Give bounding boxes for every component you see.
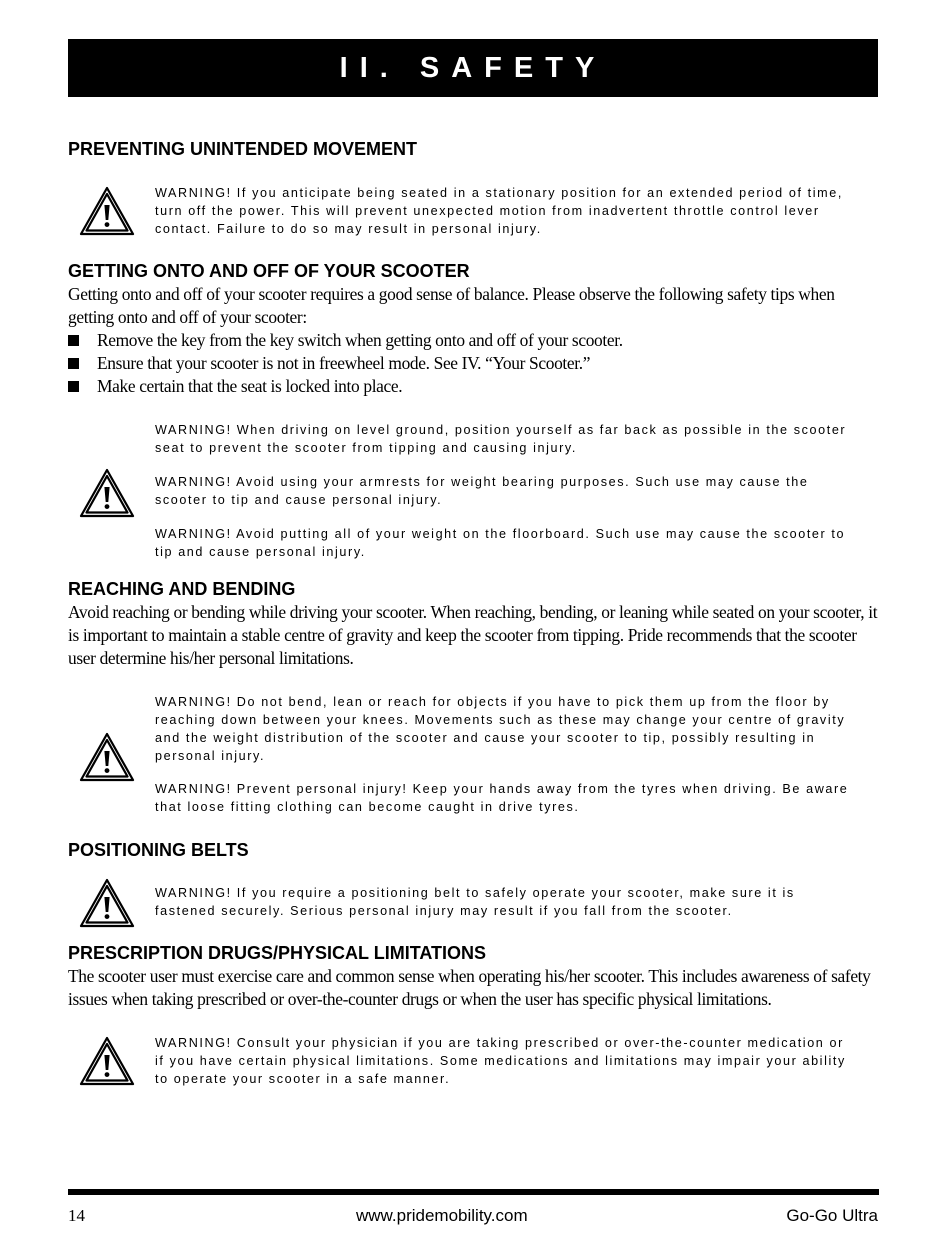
bullet-square-icon	[68, 358, 79, 369]
getting-on-off-list	[68, 329, 880, 398]
warning-triangle-icon	[79, 1036, 135, 1087]
warning-drugs-1: WARNING! Consult your physician if you are taking prescribed or over-the-counter medication or if you have certain physical limitations. Some medications and limitations may impair your ability to operate your scooter in a safe manner.	[155, 1036, 846, 1086]
reaching-bending-intro: Avoid reaching or bending while driving your scooter. When reaching, bending, or leaning while seated on your scooter, it is important to maintain a stable centre of gravity and keep the scooter from tipping. Pride recommends that the scooter user determine his/her personal limitations.	[68, 602, 878, 668]
heading-positioning-belts: POSITIONING BELTS	[68, 840, 249, 860]
footer-url: www.pridemobility.com	[356, 1206, 528, 1225]
heading-unintended-movement: PREVENTING UNINTENDED MOVEMENT	[68, 139, 418, 159]
bullet-square-icon	[68, 381, 79, 392]
warning-triangle-icon	[79, 186, 135, 237]
list-item: Ensure that your scooter is not in freewheel mode. See IV. “Your Scooter.”	[68, 352, 880, 375]
footer-rule	[68, 1189, 879, 1195]
list-item: Remove the key from the key switch when getting onto and off of your scooter.	[68, 329, 880, 352]
warning-triangle-icon	[79, 732, 135, 783]
bullet-square-icon	[68, 335, 79, 346]
warning-triangle-icon	[79, 878, 135, 929]
page-number: 14	[68, 1206, 85, 1225]
warning-getting-on-off-2: WARNING! Avoid using your armrests for weight bearing purposes. Such use may cause the scooter to tip and cause personal injury.	[155, 475, 809, 507]
heading-prescription-drugs: PRESCRIPTION DRUGS/PHYSICAL LIMITATIONS	[68, 943, 487, 963]
warning-getting-on-off-1: WARNING! When driving on level ground, position yourself as far back as possible in the scooter seat to prevent the scooter from tipping and causing injury.	[155, 423, 847, 455]
warning-triangle-icon	[79, 468, 135, 519]
getting-on-off-intro: Getting onto and off of your scooter requires a good sense of balance. Please observe the following safety tips when getting onto and off of your scooter:	[68, 284, 835, 327]
warning-unintended-1: WARNING! If you anticipate being seated in a stationary position for an extended period of time, turn off the power. This will prevent unexpected motion from inadvertent throttle control lever contact. Failure to do so may result in personal injury.	[155, 186, 843, 236]
heading-reaching-bending: REACHING AND BENDING	[68, 579, 296, 599]
heading-getting-on-off: GETTING ONTO AND OFF OF YOUR SCOOTER	[68, 261, 470, 281]
footer-model: Go-Go Ultra	[786, 1206, 878, 1225]
banner-title: II. SAFETY	[339, 51, 607, 84]
list-item: Make certain that the seat is locked into place.	[68, 375, 880, 398]
warning-reaching-1: WARNING! Do not bend, lean or reach for objects if you have to pick them up from the floor by reaching down between your knees. Movements such as these may change your centre of gravity and the weight distribution of the scooter and cause your scooter to tip, possibly resulting in personal injury.	[155, 695, 846, 763]
warning-reaching-2: WARNING! Prevent personal injury! Keep your hands away from the tyres when driving. Be aware that loose fitting clothing can become caught in drive tyres.	[155, 782, 849, 814]
warning-belts-1: WARNING! If you require a positioning belt to safely operate your scooter, make sure it is fastened securely. Serious personal injury may result if you fall from the scooter.	[155, 886, 795, 918]
prescription-drugs-intro: The scooter user must exercise care and common sense when operating his/her scooter. This includes awareness of safety issues when taking prescribed or over-the-counter drugs or when the user has specific physical limitations.	[68, 966, 871, 1009]
warning-getting-on-off-3: WARNING! Avoid putting all of your weight on the floorboard. Such use may cause the scooter to tip and cause personal injury.	[155, 527, 846, 559]
section-banner	[68, 39, 878, 97]
